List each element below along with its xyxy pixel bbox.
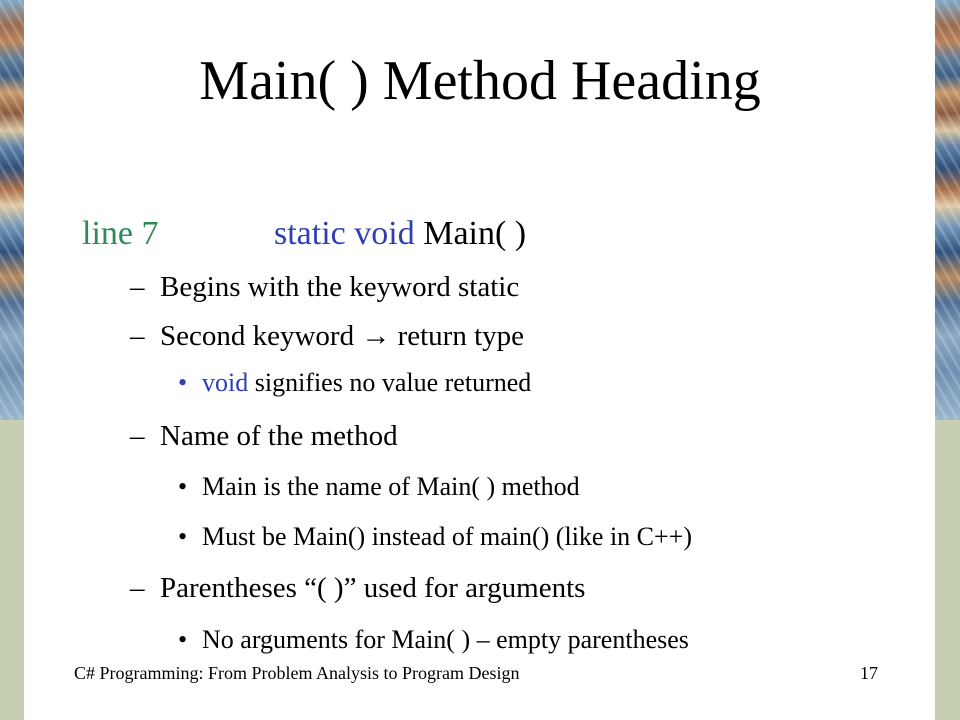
bullet-marker: •: [178, 522, 188, 551]
dash-marker: –: [130, 320, 145, 352]
method-name: Main( ): [423, 215, 527, 252]
bullet-marker: •: [178, 472, 188, 501]
bullet-marker: •: [178, 625, 188, 654]
footer-book-title: C# Programming: From Problem Analysis to Program Design: [74, 663, 520, 683]
bullet-text: No arguments for Main( ) – empty parentheses: [202, 625, 689, 654]
bullet-text: Must be Main() instead of main() (like in C++): [202, 522, 693, 551]
code-signature: [274, 214, 526, 254]
sub-bullet-item: [178, 471, 580, 503]
bullet-text: Begins with the keyword static: [160, 271, 520, 303]
footer-page-number: 17: [860, 663, 878, 683]
sub-bullet-item: [178, 367, 531, 399]
keyword-void-inline: void: [202, 368, 249, 397]
bullet-text: Name of the method: [160, 420, 398, 452]
dash-marker: –: [130, 420, 145, 452]
code-heading-line: [82, 214, 527, 254]
bullet-item: [130, 270, 519, 304]
keyword-void: void: [354, 215, 415, 252]
bullet-text: signifies no value returned: [248, 368, 532, 397]
bullet-item: [130, 319, 524, 353]
keyword-static: static: [274, 215, 346, 252]
dash-marker: –: [130, 572, 145, 604]
sub-bullet-item: [178, 521, 692, 553]
dash-marker: –: [130, 271, 145, 303]
bullet-text: Main is the name of Main( ) method: [202, 472, 580, 501]
bullet-marker: •: [178, 368, 188, 397]
sub-bullet-item: [178, 624, 689, 656]
bullet-item: [130, 571, 585, 605]
bullet-text: Parentheses “( )” used for arguments: [160, 572, 586, 604]
line-number-label: line 7: [82, 215, 159, 252]
bullet-item: [130, 419, 398, 453]
slide-title: Main( ) Method Heading: [199, 50, 761, 112]
bullet-text: Second keyword → return type: [160, 320, 525, 352]
